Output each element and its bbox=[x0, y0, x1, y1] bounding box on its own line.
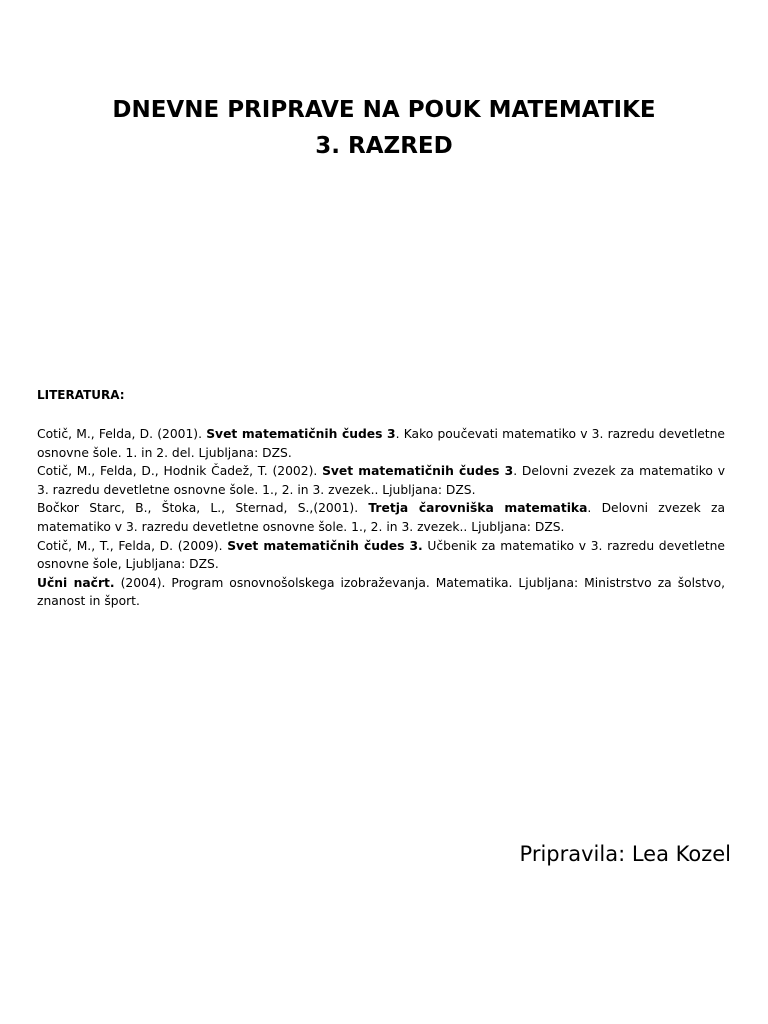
reference-item bbox=[37, 537, 725, 574]
reference-title: Svet matematičnih čudes 3 bbox=[322, 464, 514, 479]
title-line-2: 3. RAZRED bbox=[315, 133, 453, 159]
reference-details: . Delovni zvezek za matematiko v 3. razredu devetletne osnovne šole. 1., 2. in 3. zvezek.. Ljubljana: DZS. bbox=[37, 464, 725, 497]
reference-item bbox=[37, 462, 725, 499]
document-title bbox=[0, 92, 768, 164]
author-credit: Pripravila: Lea Kozel bbox=[519, 842, 731, 866]
reference-authors: Bočkor Starc, B., Štoka, L., Sternad, S.,(2001). bbox=[37, 501, 369, 516]
reference-authors: Cotič, M., T., Felda, D. (2009). bbox=[37, 538, 228, 553]
reference-details: Učbenik za matematiko v 3. razredu devetletne osnovne šole, Ljubljana: DZS. bbox=[37, 538, 725, 572]
reference-authors: Cotič, M., Felda, D., Hodnik Čadež, T. (2002). bbox=[37, 464, 323, 479]
reference-item bbox=[37, 574, 725, 611]
reference-authors: Cotič, M., Felda, D. (2001). bbox=[37, 427, 207, 441]
reference-title: Svet matematičnih čudes 3. bbox=[227, 538, 423, 553]
reference-details: (2004). Program osnovnošolskega izobraževanja. Matematika. Ljubljana: Ministrstvo za šolstvo, znanost in šport. bbox=[37, 575, 725, 609]
reference-title: Tretja čarovniška matematika bbox=[368, 501, 588, 516]
literature-heading: LITERATURA: bbox=[37, 388, 125, 402]
reference-details: . Kako poučevati matematiko v 3. razredu devetletne osnovne šole. 1. in 2. del. Ljubljana: DZS. bbox=[37, 427, 725, 460]
title-line-1: DNEVNE PRIPRAVE NA POUK MATEMATIKE bbox=[112, 97, 656, 123]
reference-item bbox=[37, 425, 725, 462]
reference-item bbox=[37, 499, 725, 536]
reference-list bbox=[37, 425, 725, 611]
reference-details: . Delovni zvezek za matematiko v 3. razredu devetletne osnovne šole. 1., 2. in 3. zvezek.. Ljubljana: DZS. bbox=[37, 501, 725, 534]
reference-title: Učni načrt. bbox=[37, 575, 115, 590]
reference-title: Svet matematičnih čudes 3 bbox=[206, 427, 396, 441]
